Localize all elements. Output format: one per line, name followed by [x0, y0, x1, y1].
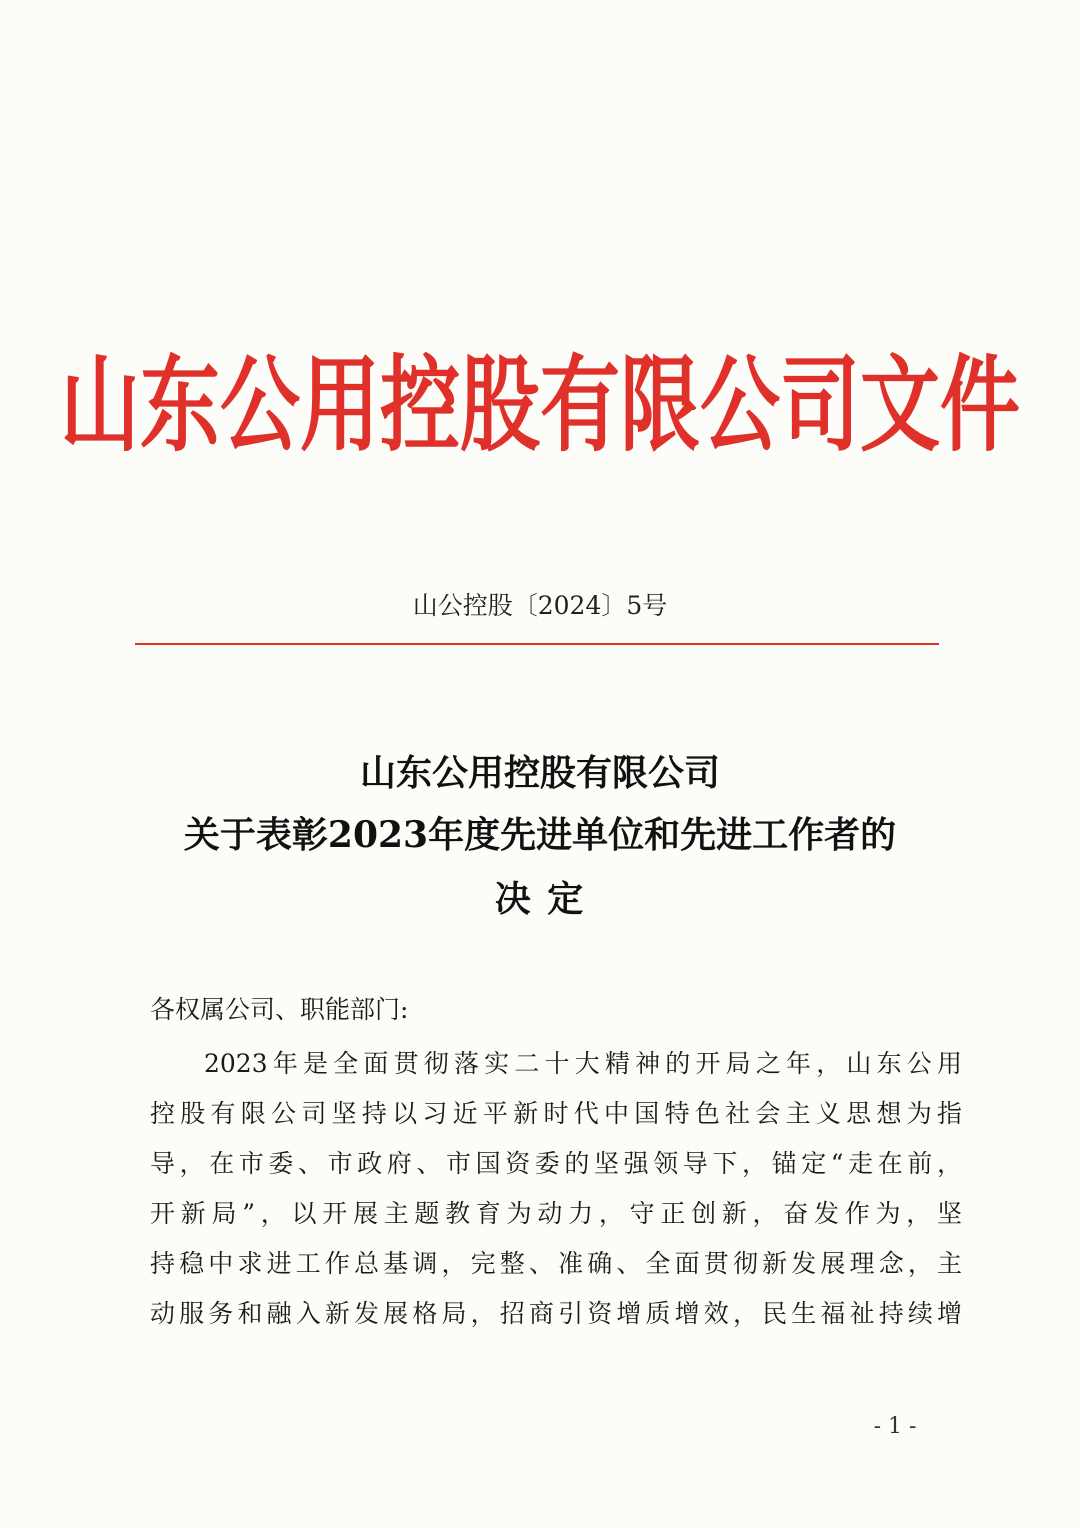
paragraph-line: 开新局”，以开展主题教育为动力，守正创新，奋发作为，坚 [150, 1199, 962, 1228]
salutation: 各权属公司、职能部门: [150, 995, 409, 1024]
title-line-1: 山东公用控股有限公司 [359, 752, 720, 794]
page-number: - 1 - [873, 1414, 917, 1439]
document-number: 山公控股〔2024〕5号 [412, 591, 668, 620]
masthead-title: 山东公用控股有限公司文件 [60, 344, 1020, 466]
title-line-2: 关于表彰2023年度先进单位和先进工作者的 [183, 814, 897, 856]
paragraph-line: 导，在市委、市政府、市国资委的坚强领导下，锚定“走在前， [150, 1149, 962, 1178]
paragraph-line: 持稳中求进工作总基调，完整、准确、全面贯彻新发展理念，主 [150, 1249, 962, 1278]
title-line-3: 决 定 [494, 878, 586, 920]
paragraph-line: 动服务和融入新发展格局，招商引资增质增效，民生福祉持续增 [150, 1299, 962, 1328]
paragraph-line: 控股有限公司坚持以习近平新时代中国特色社会主义思想为指 [150, 1099, 962, 1128]
red-divider-line [135, 643, 939, 645]
paragraph-line: 2023年是全面贯彻落实二十大精神的开局之年，山东公用 [204, 1049, 962, 1078]
